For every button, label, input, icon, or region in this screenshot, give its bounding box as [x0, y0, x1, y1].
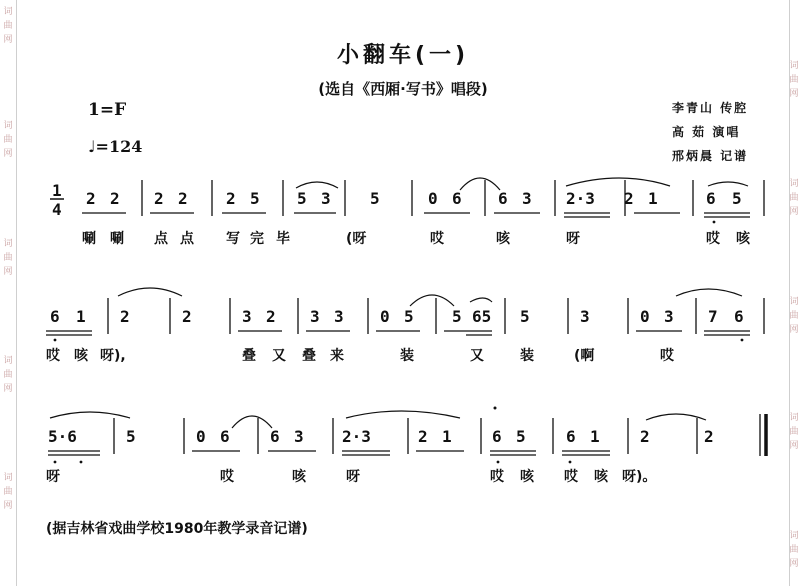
lyric-char: 又 [272, 348, 286, 364]
note: 0 [640, 307, 650, 326]
note: 5 [404, 307, 414, 326]
credit-transcriber: 邢炳晨 记谱 [672, 149, 749, 163]
watermark-char: 网 [789, 325, 799, 335]
note: 6 [706, 189, 716, 208]
watermark-char: 曲 [3, 253, 13, 263]
watermark-char: 网 [789, 559, 799, 569]
lyric-char: 唰 [82, 231, 96, 247]
lyric-char: 咳 [496, 231, 510, 247]
watermark-char: 词 [789, 413, 799, 423]
lyric-char: 又 [470, 348, 484, 364]
watermark-char: 曲 [789, 75, 799, 85]
lyric-char: 哎 [46, 348, 60, 364]
watermark-char: 词 [789, 179, 799, 189]
note: 5 [250, 189, 260, 208]
note: 6 [50, 307, 60, 326]
lyric-char: 咳 [594, 469, 608, 485]
note: 2 [418, 427, 428, 446]
lyric-char: 哎 [564, 469, 578, 485]
note: 3 [242, 307, 252, 326]
lyric-char: 呀 [46, 469, 60, 485]
note: 3 [310, 307, 320, 326]
watermark-char: 曲 [3, 21, 13, 31]
note: 5 [297, 189, 307, 208]
watermark-char: 网 [3, 149, 13, 159]
watermark-char: 曲 [3, 370, 13, 380]
lyric-char: 完 [250, 231, 264, 247]
watermark-char: 曲 [789, 545, 799, 555]
note: 2·3 [342, 427, 371, 446]
watermark-char: 网 [789, 207, 799, 217]
lyric-char: 来 [330, 348, 344, 364]
note: 5 [732, 189, 742, 208]
lyric-char: 哎 [220, 469, 234, 485]
lyric-char: 呀), [100, 348, 126, 364]
song-subtitle: (选自《西厢·写书》唱段) [318, 80, 488, 98]
lyric-char: 叠 [242, 348, 256, 364]
watermark-char: 曲 [789, 427, 799, 437]
tempo-value: =124 [95, 137, 143, 156]
lyric-char: 咳 [520, 469, 534, 485]
watermark-char: 词 [3, 356, 13, 366]
note: 6 [270, 427, 280, 446]
lyric-char: 咳 [292, 469, 306, 485]
lyric-char: (呀 [346, 231, 367, 247]
lyric-char: (啊 [574, 348, 595, 364]
lyric-char: 叠 [302, 348, 316, 364]
note: 2 [178, 189, 188, 208]
note: 2 [182, 307, 192, 326]
note: 2 [640, 427, 650, 446]
lyric-char: 写 [226, 231, 240, 247]
note: 3 [321, 189, 331, 208]
watermark-char: 网 [789, 441, 799, 451]
watermark-char: 词 [789, 297, 799, 307]
credit-singer: 高 茹 演唱 [672, 125, 741, 139]
lyric-char: 装 [520, 348, 534, 364]
lyric-char: 哎 [706, 231, 720, 247]
note: 2 [86, 189, 96, 208]
note: 3 [580, 307, 590, 326]
note: 0 [380, 307, 390, 326]
lyric-char: 哎 [660, 348, 674, 364]
watermark-char: 词 [3, 121, 13, 131]
lyric-char: 咳 [736, 231, 750, 247]
note: 5 [370, 189, 380, 208]
note: 2 [226, 189, 236, 208]
note: 5 [126, 427, 136, 446]
watermark-char: 曲 [3, 487, 13, 497]
watermark-char: 词 [3, 473, 13, 483]
quarter-note-icon: ♩ [88, 137, 96, 156]
credit-composer: 李青山 传腔 [672, 101, 749, 115]
note: 6 [734, 307, 744, 326]
note: 1 [76, 307, 86, 326]
source-note: (据吉林省戏曲学校1980年教学录音记谱) [46, 521, 308, 537]
note: 6 [220, 427, 230, 446]
watermark-char: 词 [3, 239, 13, 249]
watermark-char: 词 [789, 531, 799, 541]
note: 6 [452, 189, 462, 208]
watermark-char: 曲 [3, 135, 13, 145]
lyric-char: 呀)。 [622, 469, 657, 485]
note: 2 [624, 189, 634, 208]
note: 2 [120, 307, 130, 326]
watermark-char: 网 [3, 35, 13, 45]
note: 1 [442, 427, 452, 446]
lyric-char: 装 [400, 348, 414, 364]
note: 2·3 [566, 189, 595, 208]
note: 5 [520, 307, 530, 326]
note: 6 [498, 189, 508, 208]
note: 5·6 [48, 427, 77, 446]
song-title: 小翻车(一) [336, 43, 470, 68]
note: 2 [266, 307, 276, 326]
lyric-char: 唰 [110, 231, 124, 247]
time-signature-top: 1 [52, 181, 62, 200]
lyric-char: 毕 [276, 231, 290, 247]
note: 3 [294, 427, 304, 446]
note: 2 [704, 427, 714, 446]
key-signature: 1=F [88, 100, 127, 120]
watermark-char: 网 [3, 384, 13, 394]
watermark-char: 网 [3, 267, 13, 277]
watermark-char: 曲 [789, 311, 799, 321]
note: 2 [154, 189, 164, 208]
note: 2 [110, 189, 120, 208]
note: 3 [334, 307, 344, 326]
note: 6 [492, 427, 502, 446]
watermark-char: 网 [789, 89, 799, 99]
lyric-char: 哎 [490, 469, 504, 485]
note: 6 [566, 427, 576, 446]
watermark-char: 词 [789, 61, 799, 71]
lyric-char: 哎 [430, 231, 444, 247]
note: 7 [708, 307, 718, 326]
note: 3 [522, 189, 532, 208]
note: 65 [472, 307, 492, 326]
note: 5 [516, 427, 526, 446]
note: 3 [664, 307, 674, 326]
lyric-char: 呀 [346, 469, 360, 485]
note: 0 [196, 427, 206, 446]
note: 0 [428, 189, 438, 208]
note: 5 [452, 307, 462, 326]
note: 1 [590, 427, 600, 446]
watermark-char: 词 [3, 7, 13, 17]
lyric-char: 点 [154, 231, 168, 247]
lyric-char: 呀 [566, 231, 580, 247]
time-signature-bottom: 4 [52, 200, 62, 219]
watermark-char: 曲 [789, 193, 799, 203]
lyric-char: 咳 [74, 348, 88, 364]
watermark-char: 网 [3, 501, 13, 511]
note: 1 [648, 189, 658, 208]
lyric-char: 点 [180, 231, 194, 247]
